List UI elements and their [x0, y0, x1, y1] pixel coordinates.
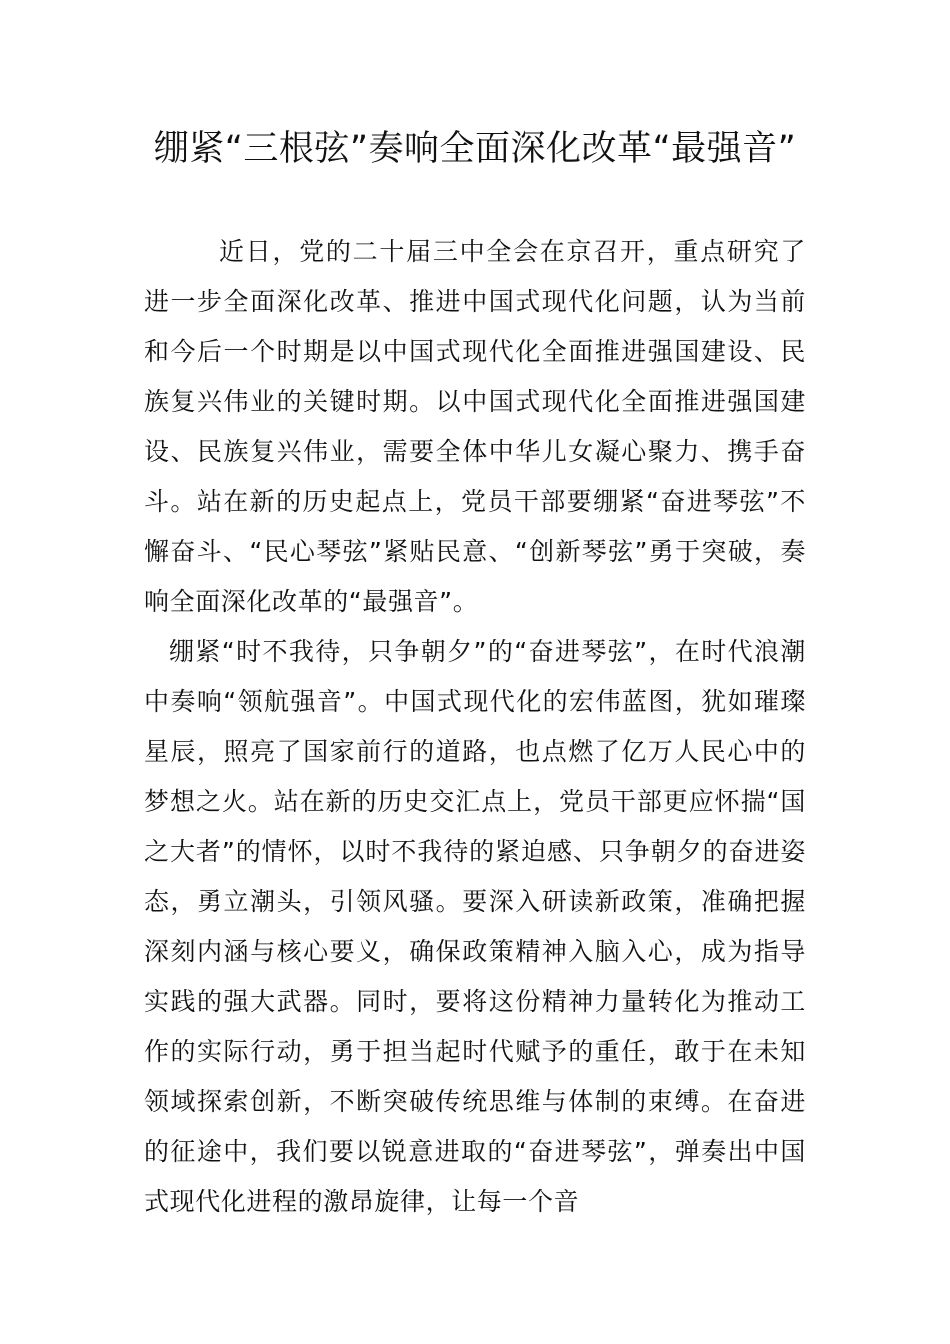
- document-body: [144, 227, 806, 1227]
- document-title: 绷紧“三根弦”奏响全面深化改革“最强音”: [153, 129, 797, 169]
- paragraph-intro: 近日，党的二十届三中全会在京召开，重点研究了进一步全面深化改革、推进中国式现代化问题，认为当前和今后一个时期是以中国式现代化全面推进强国建设、民族复兴伟业的关键时期。以中国式现代化全面推进强国建设、民族复兴伟业，需要全体中华儿女凝心聚力、携手奋斗。站在新的历史起点上，党员干部要绷紧“奋进琴弦”不懈奋斗、“民心琴弦”紧贴民意、“创新琴弦”勇于突破，奏响全面深化改革的“最强音”。: [144, 237, 806, 616]
- paragraph-striving-string: 绷紧“时不我待，只争朝夕”的“奋进琴弦”，在时代浪潮中奏响“领航强音”。中国式现代化的宏伟蓝图，犹如璀璨星辰，照亮了国家前行的道路，也点燃了亿万人民心中的梦想之火。站在新的历史交汇点上，党员干部更应怀揣“国之大者”的情怀，以时不我待的紧迫感、只争朝夕的奋进姿态，勇立潮头，引领风骚。要深入研读新政策，准确把握深刻内涵与核心要义，确保政策精神入脑入心，成为指导实践的强大武器。同时，要将这份精神力量转化为推动工作的实际行动，勇于担当起时代赋予的重任，敢于在未知领域探索创新，不断突破传统思维与体制的束缚。在奋进的征途中，我们要以锐意进取的“奋进琴弦”，弹奏出中国式现代化进程的激昂旋律，让每一个音: [144, 637, 806, 1216]
